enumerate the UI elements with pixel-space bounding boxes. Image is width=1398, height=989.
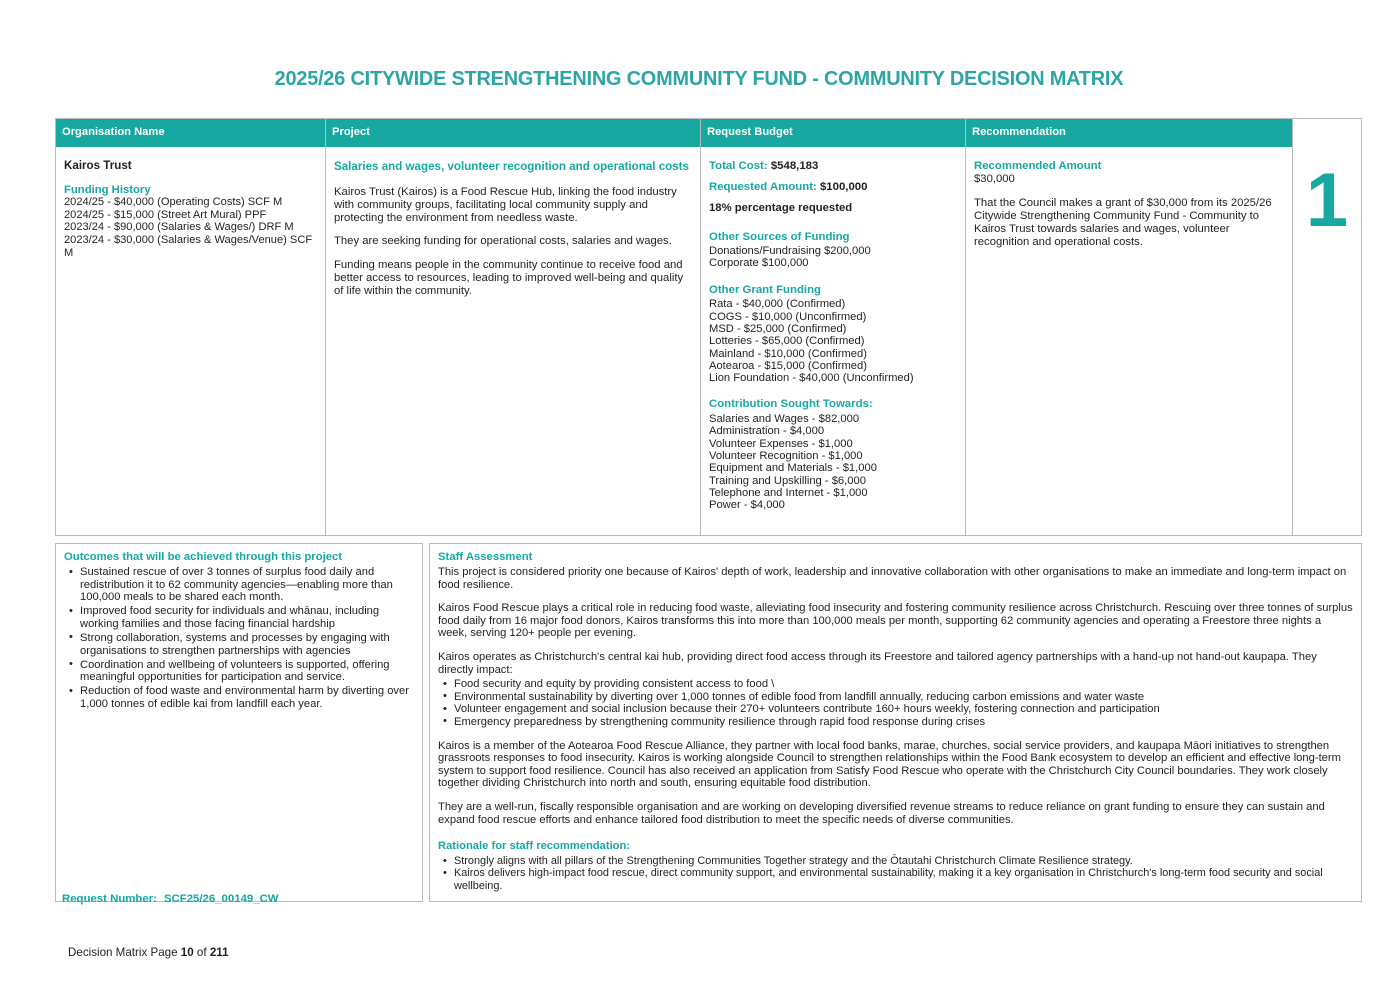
- column-project: [326, 119, 701, 535]
- page-title: 2025/26 CITYWIDE STRENGTHENING COMMUNITY FUND - COMMUNITY DECISION MATRIX: [274, 67, 1124, 90]
- other-grant-item: Lotteries - $65,000 (Confirmed): [709, 335, 865, 348]
- other-sources-label: Other Sources of Funding: [709, 230, 850, 243]
- contribution-item: Power - $4,000: [709, 499, 785, 512]
- contribution-item: Equipment and Materials - $1,000: [709, 462, 877, 475]
- column-header-rank: [1293, 119, 1361, 147]
- staff-assessment-impacts-list: [438, 678, 1353, 728]
- contribution-item: Volunteer Recognition - $1,000: [709, 449, 863, 462]
- requested-amount-row: [709, 181, 957, 194]
- staff-assessment-box: [429, 543, 1362, 902]
- other-grant-funding-list: [709, 298, 957, 384]
- staff-assessment-title: Staff Assessment: [438, 551, 533, 563]
- total-cost-value: $548,183: [770, 160, 819, 172]
- rank-number: 1: [1305, 158, 1349, 243]
- page-footer-prefix: Decision Matrix Page: [68, 946, 178, 959]
- funding-history-item: 2024/25 - $40,000 (Operating Costs) SCF M: [64, 196, 283, 209]
- staff-assessment-paragraph: This project is considered priority one because of Kairos' depth of work, leadership and innovative collaboration with other organisations to make an immediate and long-term impact on food resilience.: [438, 566, 1347, 591]
- requested-amount-label: Requested Amount:: [709, 181, 817, 193]
- requested-amount-value: $100,000: [819, 181, 868, 193]
- other-grant-item: Rata - $40,000 (Confirmed): [709, 298, 846, 311]
- other-sources-item: Corporate $100,000: [709, 257, 809, 270]
- column-header-recommendation: Recommendation: [966, 119, 1292, 147]
- funding-history-item: 2023/24 - $30,000 (Salaries & Wages/Venue) SCF M: [64, 233, 313, 259]
- project-cell: [326, 147, 700, 535]
- contribution-sought-label: Contribution Sought Towards:: [709, 398, 873, 411]
- page-current: 10: [180, 946, 194, 959]
- project-paragraph: They are seeking funding for operational costs, salaries and wages.: [334, 235, 672, 248]
- list-item: • Strong collaboration, systems and processes by engaging with organisations to strengthen partnerships with agencies: [80, 632, 414, 657]
- contribution-item: Volunteer Expenses - $1,000: [709, 437, 853, 450]
- other-sources-item: Donations/Fundraising $200,000: [709, 245, 871, 258]
- contribution-item: Administration - $4,000: [709, 425, 825, 438]
- column-request-budget: [701, 119, 966, 535]
- list-item: • Emergency preparedness by strengthening community resilience through rapid food response during crises: [454, 716, 1353, 729]
- rank-cell: [1293, 147, 1361, 535]
- other-grant-item: Mainland - $10,000 (Confirmed): [709, 347, 867, 360]
- other-grant-item: COGS - $10,000 (Unconfirmed): [709, 310, 867, 323]
- outcomes-list: [64, 566, 414, 711]
- page-footer: [68, 946, 229, 959]
- list-item: • Sustained rescue of over 3 tonnes of surplus food daily and redistribution it to 62 community agencies—enabling more than 100,000 meals to be shared each month.: [80, 566, 414, 604]
- percentage-requested: 18% percentage requested: [709, 202, 853, 214]
- other-grant-item: Aotearoa - $15,000 (Confirmed): [709, 359, 867, 372]
- funding-history-item: 2023/24 - $90,000 (Salaries & Wages/) DRF M: [64, 221, 294, 234]
- request-number-label: Request Number:: [62, 893, 157, 905]
- total-cost-label: Total Cost:: [709, 160, 768, 172]
- outcomes-title: Outcomes that will be achieved through this project: [64, 551, 343, 563]
- staff-assessment-paragraph: Kairos operates as Christchurch's central kai hub, providing direct food access through its Freestore and tailored agency partnerships with a hand-up not hand-out kaupapa. They directly impact:: [438, 650, 1317, 676]
- decision-matrix-table: [55, 118, 1362, 536]
- contribution-sought-list: [709, 413, 957, 511]
- organisation-name: Kairos Trust: [64, 159, 132, 172]
- recommendation-text: That the Council makes a grant of $30,000 from its 2025/26 Citywide Strengthening Community Fund - Community to Kairos Trust towards salaries and wages, volunteer recognition and operational costs.: [974, 197, 1272, 248]
- organisation-cell: [56, 147, 325, 535]
- list-item: • Volunteer engagement and social inclusion because their 270+ volunteers contribute 160+ hours weekly, fostering connection and participation: [454, 703, 1353, 716]
- project-title: Salaries and wages, volunteer recognition and operational costs: [334, 160, 689, 173]
- request-number: [62, 893, 279, 905]
- list-item: • Strongly aligns with all pillars of the Strengthening Communities Together strategy and the Ōtautahi Christchurch Climate Resilience strategy.: [454, 855, 1353, 867]
- request-number-value: SCF25/26_00149_CW: [163, 893, 279, 905]
- list-item: • Coordination and wellbeing of volunteers is supported, offering meaningful opportunities for participation and service.: [80, 659, 414, 684]
- column-recommendation: [966, 119, 1293, 535]
- staff-assessment-paragraph: Kairos is a member of the Aotearoa Food Rescue Alliance, they partner with local food banks, marae, churches, social service providers, and kaupapa Māori initiatives to strengthen grassroots responses to food insecurity. Kairos is working alongside Council to strengthen relationships within the Food Bank ecosystem to develop an efficient and effective long-term system to support food resilience. Council has also received an application from Satisfy Food Rescue who operate with the Christchurch City Council boundaries. They work closely together dividing Christchurch into north and south, ensuring equitable food distribution.: [438, 739, 1341, 790]
- list-item: • Food security and equity by providing consistent access to food \: [454, 678, 1353, 691]
- contribution-item: Training and Upskilling - $6,000: [709, 474, 866, 487]
- contribution-item: Telephone and Internet - $1,000: [709, 486, 868, 499]
- total-cost-row: [709, 160, 957, 173]
- list-item: • Reduction of food waste and environmental harm by diverting over 1,000 tonnes of edible kai from landfill each year.: [80, 685, 414, 710]
- list-item: • Kairos delivers high-impact food rescue, direct community support, and environmental sustainability, making it a key organisation in Christchurch's long-term food security and social wellbeing.: [454, 867, 1353, 891]
- rationale-list: [438, 855, 1353, 892]
- column-header-organisation: Organisation Name: [56, 119, 325, 147]
- other-grant-item: MSD - $25,000 (Confirmed): [709, 322, 847, 335]
- recommendation-cell: [966, 147, 1292, 535]
- funding-history-item: 2024/25 - $15,000 (Street Art Mural) PPF: [64, 208, 267, 221]
- funding-history-label: Funding History: [64, 183, 151, 196]
- staff-assessment-paragraph: Kairos Food Rescue plays a critical role in reducing food waste, alleviating food insecurity and fostering community resilience across Christchurch. Rescuing over three tonnes of surplus food daily from 16 major food donors, Kairos transforms this into more than 100,000 meals per month, supporting 62 community agencies and operating a Freestore three nights a week, serving 120+ people per evening.: [438, 602, 1353, 640]
- recommended-amount-label: Recommended Amount: [974, 160, 1102, 172]
- column-header-request-budget: Request Budget: [701, 119, 965, 147]
- contribution-item: Salaries and Wages - $82,000: [709, 413, 860, 426]
- page-total: 211: [209, 946, 229, 959]
- column-header-project: Project: [326, 119, 700, 147]
- project-paragraph: Kairos Trust (Kairos) is a Food Rescue Hub, linking the food industry with community groups, facilitating local community supply and protecting the environment from needless waste.: [334, 186, 677, 224]
- other-grant-item: Lion Foundation - $40,000 (Unconfirmed): [709, 372, 914, 385]
- lower-panels: [55, 543, 1362, 902]
- outcomes-box: [55, 543, 423, 902]
- staff-assessment-paragraph: They are a well-run, fiscally responsible organisation and are working on developing diversified revenue streams to reduce reliance on grant funding to ensure they can sustain and expand food rescue efforts and enhance tailored food distribution to meet the specific needs of diverse communities.: [438, 800, 1325, 826]
- page-of-label: of: [196, 946, 207, 959]
- column-organisation: [56, 119, 326, 535]
- project-paragraph: Funding means people in the community continue to receive food and better access to resources, leading to improved well-being and quality of life within the community.: [334, 259, 684, 297]
- column-rank-number: [1293, 119, 1361, 535]
- other-grant-funding-label: Other Grant Funding: [709, 283, 821, 296]
- list-item: • Improved food security for individuals and whānau, including working families and those facing financial hardship: [80, 605, 414, 630]
- budget-cell: [701, 147, 965, 535]
- other-sources-list: [709, 245, 957, 270]
- recommended-amount-value: $30,000: [974, 172, 1015, 185]
- rationale-title: Rationale for staff recommendation:: [438, 840, 631, 853]
- list-item: • Environmental sustainability by diverting over 1,000 tonnes of edible food from landfill annually, reducing carbon emissions and water waste: [454, 691, 1353, 704]
